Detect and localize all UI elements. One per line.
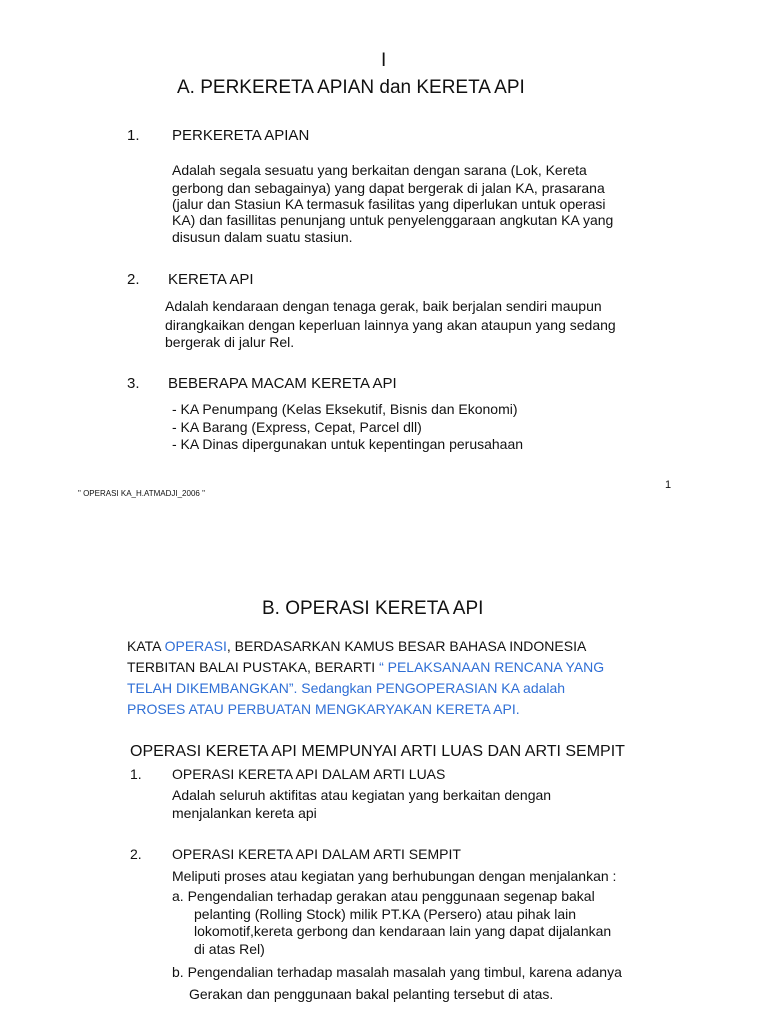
section-number: 1. [127,127,140,144]
roman-numeral: I [381,50,387,71]
intro-line [127,657,604,678]
section-heading: OPERASI KERETA API DALAM ARTI SEMPIT [172,846,461,862]
intro-paragraph [127,636,604,720]
page-number: 1 [665,479,672,491]
section-paragraph [172,162,613,247]
intro-text: TERBITAN BALAI PUSTAKA, BERARTI [127,659,380,675]
intro-text: KATA [127,638,165,654]
intro-highlight: “ PELAKSANAAN RENCANA YANG [379,659,605,675]
paragraph-line: gerbong dan sebagainya) yang dapat bergerak di jalan KA, prasarana [172,179,605,196]
page-title-a: A. PERKERETA APIAN dan KERETA API [177,77,525,98]
section-heading: KERETA API [168,271,254,288]
sub-item-line: a. Pengendalian terhadap gerakan atau penggunaan segenap bakal [172,888,595,904]
section-number: 3. [127,375,140,392]
intro-line: TELAH DIKEMBANGKAN”. Sedangkan PENGOPERASIAN KA adalah [127,680,566,696]
intro-line [127,636,604,657]
section-number: 2. [130,846,142,862]
intro-text: , BERDASARKAN KAMUS BESAR BAHASA INDONESIA [226,638,587,654]
section-paragraph [172,787,551,822]
page-footer: " OPERASI KA_H.ATMADJI_2006 " [78,489,205,498]
sub-item-line: pelanting (Rolling Stock) milik PT.KA (Persero) atau pihak lain [194,905,577,922]
sub-item-line: b. Pengendalian terhadap masalah masalah yang timbul, karena adanya [172,964,622,980]
section-lead: Meliputi proses atau kegiatan yang berhubungan dengan menjalankan : [172,868,617,884]
page-divider [0,532,768,533]
section-number: 1. [130,766,142,782]
paragraph-line: Adalah seluruh aktifitas atau kegiatan yang berkaitan dengan [172,787,552,803]
section-paragraph [165,298,616,352]
section-heading: PERKERETA APIAN [172,127,310,144]
kereta-api-type-list [172,401,523,454]
list-item: - KA Penumpang (Kelas Eksekutif, Bisnis dan Ekonomi) [172,401,518,417]
section-heading: OPERASI KERETA API DALAM ARTI LUAS [172,766,446,782]
list-item: - KA Barang (Express, Cepat, Parcel dll) [172,418,422,435]
page-title-b: B. OPERASI KERETA API [262,598,484,619]
paragraph-line: disusun dalam suatu stasiun. [172,229,353,245]
paragraph-line: dirangkaikan dengan keperluan lainnya yang akan ataupun yang sedang [165,316,616,333]
paragraph-line: (jalur dan Stasiun KA termasuk fasilitas yang diperlukan untuk operasi [172,196,606,212]
paragraph-line: Adalah segala sesuatu yang berkaitan dengan sarana (Lok, Kereta [172,162,587,178]
section-heading: BEBERAPA MACAM KERETA API [168,375,397,392]
section-subtitle: OPERASI KERETA API MEMPUNYAI ARTI LUAS DAN ARTI SEMPIT [130,743,625,760]
paragraph-line: KA) dan fasillitas penunjang untuk penyelenggaraan angkutan KA yang [172,211,614,228]
sub-item-line: lokomotif,kereta gerbong dan kendaraan lain yang dapat dijalankan [194,923,612,939]
sub-item-line: di atas Rel) [194,940,265,957]
sub-item-a [172,888,611,958]
section-number: 2. [127,271,140,288]
paragraph-line: Adalah kendaraan dengan tenaga gerak, baik berjalan sendiri maupun [165,298,602,314]
sub-item-b [172,961,622,1005]
paragraph-line: menjalankan kereta api [172,804,317,821]
list-item: - KA Dinas dipergunakan untuk kepentingan perusahaan [172,436,524,452]
intro-highlight: OPERASI [164,638,227,654]
paragraph-line: bergerak di jalur Rel. [165,334,295,350]
intro-line: PROSES ATAU PERBUATAN MENGKARYAKAN KERETA API. [127,701,520,717]
sub-item-line: Gerakan dan penggunaan bakal pelanting tersebut di atas. [189,986,554,1002]
